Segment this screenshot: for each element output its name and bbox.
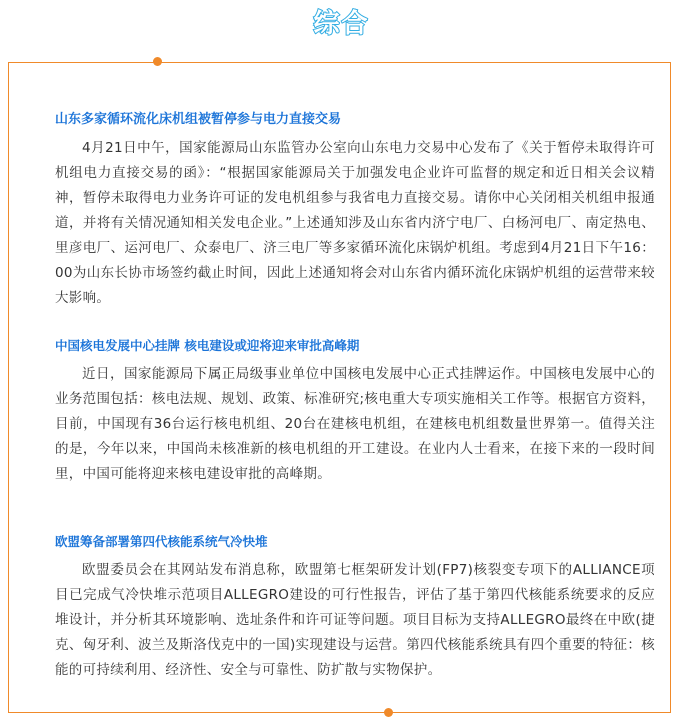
article-3-body: 欧盟委员会在其网站发布消息称，欧盟第七框架研发计划(FP7)核裂变专项下的ALLIANCE项目已完成气冷快堆示范项目ALLEGRO建设的可行性报告，评估了基于第四代核能系统要求的反应堆设计，并分析其环境影响、选址条件和许可证等问题。项目目标为支持ALLEGRO最终在中欧(捷克、匈牙利、波兰及斯洛伐克中的一国)实现建设与运营。第四代核能系统具有四个重要的特征：核能的可持续利用、经济性、安全与可靠性、防扩散与实物保护。 (55, 562, 655, 678)
frame-bottom-dot (384, 708, 393, 717)
article-2-headline: 中国核电发展中心挂牌 核电建设或迎将迎来审批高峰期 (55, 338, 360, 353)
article-2-body: 近日，国家能源局下属正局级事业单位中国核电发展中心正式挂牌运作。中国核电发展中心的业务范围包括：核电法规、规划、政策、标准研究;核电重大专项实施相关工作等。根据官方资料，目前，中国现有36台运行核电机组、20台在建核电机组，在建核电机组数量世界第一。值得关注的是，今年以来，中国尚未核准新的核电机组的开工建设。在业内人士看来，在接下来的一段时间里，中国可能将迎来核电建设审批的高峰期。 (55, 366, 655, 482)
article-1-body: 4月21日中午，国家能源局山东监管办公室向山东电力交易中心发布了《关于暂停未取得许可机组电力直接交易的函》：“根据国家能源局关于加强发电企业许可监督的规定和近日相关会议精神，暂停未取得电力业务许可证的发电机组参与我省电力直接交易。请你中心关闭相关机组申报通道，并将有关情况通知相关发电企业。”上述通知涉及山东省内济宁电厂、白杨河电厂、南定热电、里彦电厂、运河电厂、众泰电厂、济三电厂等多家循环流化床锅炉机组。考虑到4月21日下午16：00为山东长协市场签约截止时间，因此上述通知将会对山东省内循环流化床锅炉机组的运营带来较大影响。 (55, 140, 655, 306)
article-1-headline: 山东多家循环流化床机组被暂停参与电力直接交易 (55, 112, 342, 127)
article-3-headline: 欧盟筹备部署第四代核能系统气冷快堆 (55, 534, 268, 549)
article-2 (55, 336, 655, 487)
frame-top-dot (153, 57, 162, 66)
section-title: 综合 (313, 9, 370, 39)
article-1 (55, 110, 655, 311)
article-3 (55, 532, 655, 683)
